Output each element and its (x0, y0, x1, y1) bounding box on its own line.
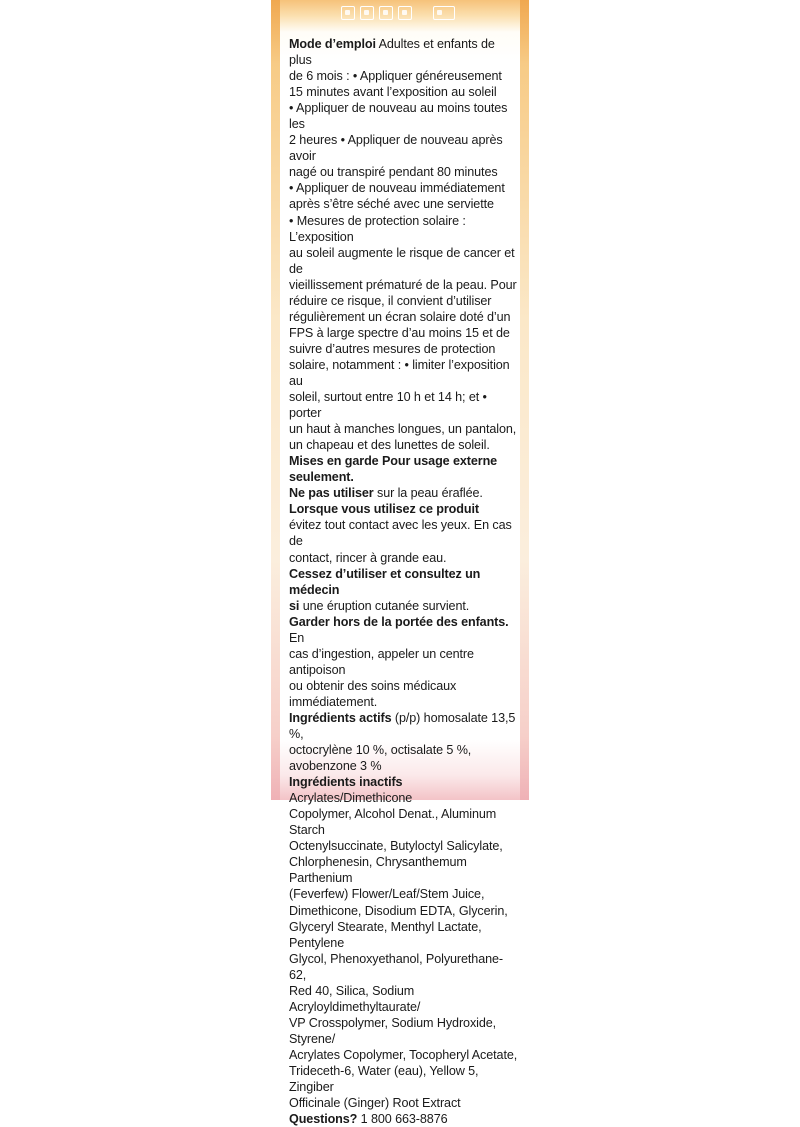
inactifs-line: Officinale (Ginger) Root Extract (289, 1096, 461, 1111)
mode-line: vieillissement prématuré de la peau. Pour (289, 277, 517, 292)
cessez-line: si une éruption cutanée survient. (289, 598, 470, 613)
mode-heading: Mode d’emploi (289, 37, 376, 51)
garder-line: Garder hors de la portée des enfants. En (289, 614, 509, 645)
inactifs-line: Glyceryl Stearate, Menthyl Lactate, Pentylene (289, 919, 482, 950)
lorsque-heading: Lorsque vous utilisez ce produit (289, 502, 479, 517)
inactifs-line: (Feverfew) Flower/Leaf/Stem Juice, (289, 887, 485, 902)
mode-line: réduire ce risque, il convient d’utiliser (289, 293, 492, 308)
mode-line: un haut à manches longues, un pantalon, (289, 422, 517, 437)
symbol-icon (433, 6, 455, 20)
warnings-heading: Mises en garde Pour usage externe (289, 454, 498, 469)
symbol-icon (341, 6, 355, 20)
garder-line: cas d’ingestion, appeler un centre antipoison (289, 646, 474, 677)
mode-line: au soleil augmente le risque de cancer et de (289, 245, 515, 276)
ne-pas-line: Ne pas utiliser sur la peau éraflée. (289, 486, 483, 501)
symbol-icon (398, 6, 412, 20)
mode-line: régulièrement un écran solaire doté d’un (289, 309, 511, 324)
inactifs-line: Octenylsuccinate, Butyloctyl Salicylate, (289, 839, 503, 854)
inactifs-line: Chlorphenesin, Chrysanthemum Parthenium (289, 855, 467, 886)
garder-line: ou obtenir des soins médicaux immédiatement. (289, 678, 457, 709)
mode-line: suivre d’autres mesures de protection (289, 341, 496, 356)
panel-left-edge (271, 0, 280, 800)
warnings-heading: seulement. (289, 470, 354, 485)
mode-line: • Mesures de protection solaire : L’exposition (289, 213, 466, 244)
top-icon-row (341, 4, 455, 22)
actifs-line: octocrylène 10 %, octisalate 5 %, (289, 743, 472, 758)
inactifs-line: Dimethicone, Disodium EDTA, Glycerin, (289, 903, 508, 918)
questions-line: Questions? 1 800 663-8876 (289, 1112, 448, 1127)
mode-line: 15 minutes avant l’exposition au soleil (289, 85, 497, 100)
inactifs-line: Trideceth-6, Water (eau), Yellow 5, Zingiber (289, 1064, 479, 1095)
symbol-icon (360, 6, 374, 20)
label-text (289, 36, 519, 1127)
mode-line: 2 heures • Appliquer de nouveau après avoir (289, 133, 503, 164)
symbol-icon (379, 6, 393, 20)
mode-line: de 6 mois : • Appliquer généreusement (289, 69, 502, 84)
actifs-line: Ingrédients actifs (p/p) homosalate 13,5 %, (289, 710, 516, 742)
actifs-line: avobenzone 3 % (289, 759, 382, 774)
mode-line: soleil, surtout entre 10 h et 14 h; et • porter (289, 390, 487, 421)
cessez-heading: Cessez d’utiliser et consultez un médecin (289, 566, 481, 597)
mode-line: • Appliquer de nouveau immédiatement (289, 181, 505, 196)
mode-line: Mode d’emploi Adultes et enfants de plus (289, 37, 495, 68)
inactifs-line: Red 40, Silica, Sodium Acryloyldimethyltaurate/ (289, 983, 421, 1014)
inactifs-line: VP Crosspolymer, Sodium Hydroxide, Styrene/ (289, 1015, 497, 1046)
mode-line: un chapeau et des lunettes de soleil. (289, 438, 490, 453)
inactifs-line: Acrylates Copolymer, Tocopheryl Acetate, (289, 1047, 518, 1062)
mode-line: nagé ou transpiré pendant 80 minutes (289, 165, 498, 180)
mode-line: après s’être séché avec une serviette (289, 197, 494, 212)
inactifs-line: Glycol, Phenoxyethanol, Polyurethane-62, (289, 951, 504, 982)
mode-line: solaire, notamment : • limiter l’exposition au (289, 357, 510, 388)
inactifs-line: Ingrédients inactifs Acrylates/Dimethicone (289, 775, 413, 806)
mode-line: FPS à large spectre d’au moins 15 et de (289, 325, 510, 340)
lorsque-line: contact, rincer à grande eau. (289, 550, 447, 565)
lorsque-line: évitez tout contact avec les yeux. En cas de (289, 518, 512, 549)
panel-right-edge (520, 0, 529, 800)
inactifs-line: Copolymer, Alcohol Denat., Aluminum Starch (289, 807, 497, 838)
label-panel (271, 0, 529, 1127)
mode-line: • Appliquer de nouveau au moins toutes les (289, 101, 508, 132)
